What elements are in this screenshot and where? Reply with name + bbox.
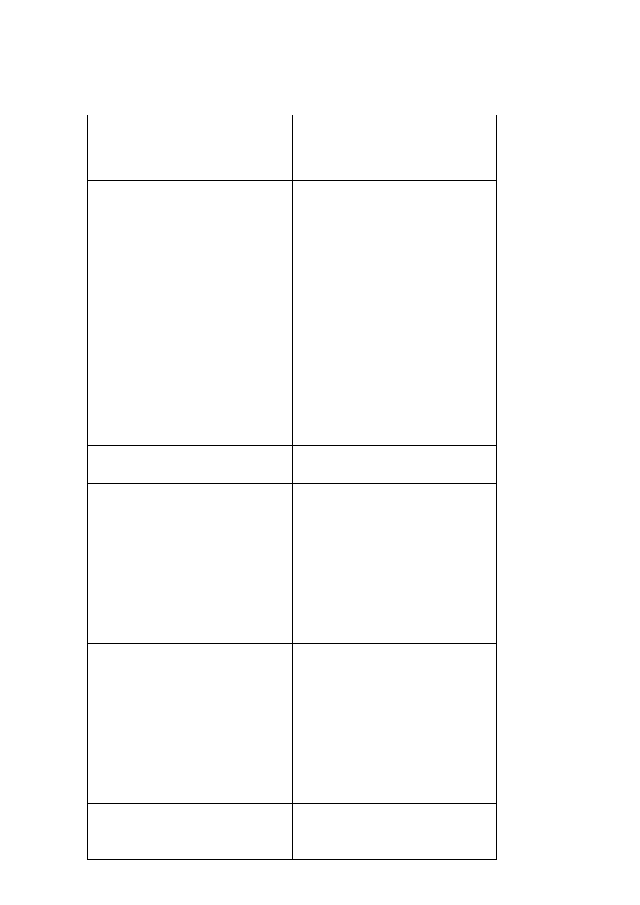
- permitted-use: [88, 484, 293, 644]
- row-number: [292, 804, 497, 860]
- permitted-use: [292, 484, 497, 644]
- cadastral-value: [292, 115, 497, 181]
- cadastral-number: [292, 644, 497, 804]
- row-number: [88, 804, 293, 860]
- land-area: [292, 446, 497, 484]
- land-registry-table: [87, 115, 497, 860]
- table-body: [88, 115, 497, 860]
- table-row: [292, 115, 497, 860]
- rotated-page: [87, 115, 497, 860]
- table-row: [88, 115, 293, 860]
- land-area: [88, 446, 293, 484]
- rotated-content: [87, 115, 497, 860]
- land-category: [88, 181, 293, 446]
- land-category: [292, 181, 497, 446]
- cadastral-value: [88, 115, 293, 181]
- cadastral-number: [88, 644, 293, 804]
